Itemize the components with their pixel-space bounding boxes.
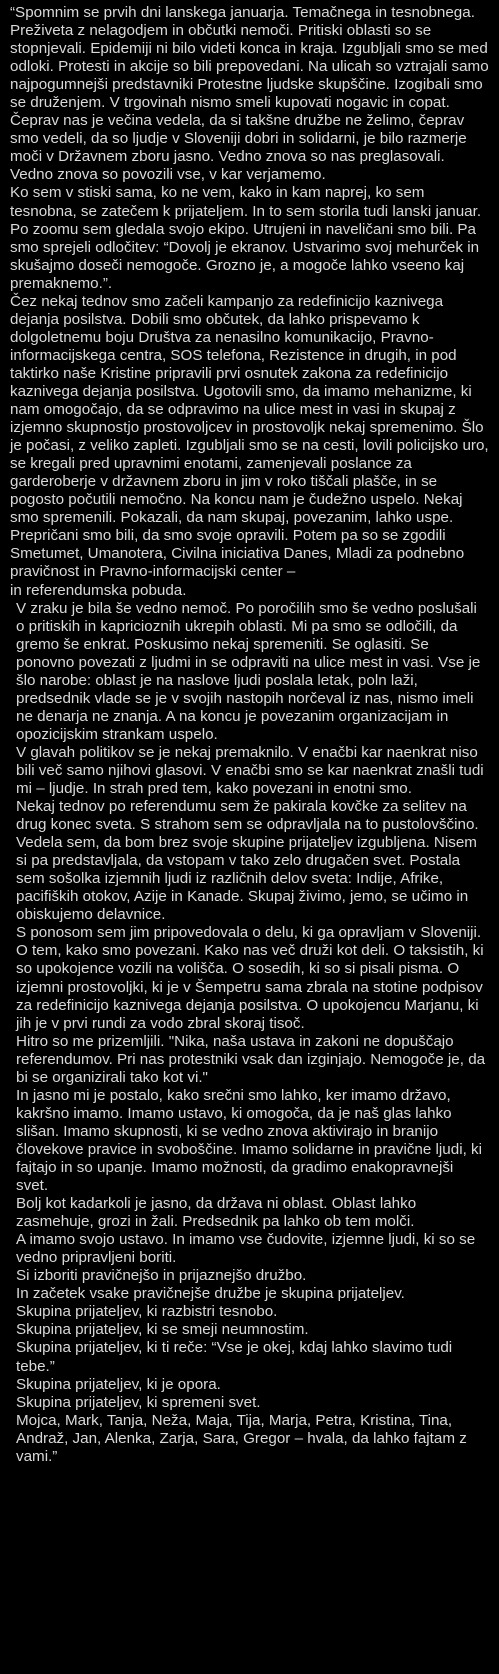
paragraph: in referendumska pobuda. <box>10 581 187 599</box>
paragraph: V glavah politikov se je nekaj premaknilo. V enačbi kar naenkrat niso bili več samo njihovi glasovi. V enačbi smo se kar naenkrat znašli tudi mi – ljudje. In strah pred tem, kako povezani in enotni smo. <box>16 743 484 798</box>
paragraph: Skupina prijateljev, ki spremeni svet. <box>16 1393 261 1411</box>
paragraph: S ponosom sem jim pripovedovala o delu, ki ga opravljam v Sloveniji. O tem, kako smo povezani. Kako nas več druži kot deli. O taksistih, ki so upokojence vozili na volišča. O sosedih, ki so si pisali pisma. O izjemni prostovoljki, ki je v Šempetru sama zbrala na stotine podpisov za redefinicijo kaznivega dejanja posilstva. O upokojencu Marjanu, ki jih je v prvi rundi za vodo zbral skoraj tisoč. <box>16 924 484 1032</box>
paragraph: V zraku je bila še vedno nemoč. Po poročilih smo še vedno poslušali o pritiskih in kapricioznih ukrepih oblasti. Mi pa smo se odločili, da gremo še enkrat. Poskusimo nekaj spremeniti. Se oglasiti. Se ponovno povezati z ljudmi in se odpraviti na ulice mest in vasi. Vse je šlo narobe: oblast je na naslove ljudi poslala letak, poln laži, predsednik vlade se je v svojih nastopih norčeval iz nas, nismo imeli ne denarja ne znanja. A na koncu je povezanim organizacijam in opozicijskim strankam uspelo. <box>16 599 481 743</box>
paragraph: Bolj kot kadarkoli je jasno, da država ni oblast. Oblast lahko zasmehuje, grozi in žali. Predsednik pa lahko ob tem molči. <box>16 1195 417 1231</box>
paragraph: Skupina prijateljev, ki ti reče: “Vse je okej, kdaj lahko slavimo tudi tebe.” <box>16 1339 453 1375</box>
paragraph: In začetek vsake pravičnejše družbe je skupina prijateljev. <box>16 1285 405 1303</box>
paragraph: Skupina prijateljev, ki razbistri tesnobo. <box>16 1303 278 1321</box>
paragraph: “Spomnim se prvih dni lanskega januarja. Temačnega in tesnobnega. Preživeta z nelagodjem in občutki nemoči. Pritiski oblasti so se stopnjevali. Epidemiji ni bilo videti konca in kraja. Izgubljali smo se med odloki. Protesti in akcije so bili prepovedani. Na ulicah so vztrajali samo najpogumnejši predstavniki Protestne ljudske skupščine. Izogibali smo se druženjem. V trgovinah nismo smeli kupovati nogavic in copat. Čeprav nas je večina vedela, da si takšne družbe ne želimo, čeprav smo vedeli, da so ljudje v Sloveniji dobri in solidarni, je bilo razmerje moči v Državnem zboru jasno. Vedno znova so nas preglasovali. Vedno znova so povozili vse, v kar verjamemo. <box>10 4 489 184</box>
paragraph: Ko sem v stiski sama, ko ne vem, kako in kam naprej, ko sem tesnobna, se zatečem k prijateljem. In to sem storila tudi lanski januar. <box>10 184 482 220</box>
paragraph: Skupina prijateljev, ki se smeji neumnostim. <box>16 1321 309 1339</box>
text-section-second <box>10 600 489 1466</box>
paragraph: In jasno mi je postalo, kako srečni smo lahko, ker imamo državo, kakršno imamo. Imamo ustavo, ki omogoča, da je naš glas lahko slišan. Imamo skupnosti, ki se vedno znova aktivirajo in branijo človekove pravice in svoboščine. Imamo solidarne in pravične ljudi, ki fajtajo in so upanje. Imamo možnosti, da gradimo enakopravnejši svet. <box>16 1086 482 1195</box>
paragraph: Prepričani smo bili, da smo svoje opravili. Potem pa so se zgodili Smetumet, Umanotera, Civilna iniciativa Danes, Mladi za podnebno pravičnost in Pravno-informacijski center – <box>10 527 465 581</box>
paragraph: Hitro so me prizemljili. "Nika, naša ustava in zakoni ne dopuščajo referendumov. Pri nas protestniki vsak dan izginjajo. Nemogoče je, da bi se organizirali tako kot vi." <box>16 1032 486 1086</box>
paragraph: Skupina prijateljev, ki je opora. <box>16 1375 221 1393</box>
paragraph: Mojca, Mark, Tanja, Neža, Maja, Tija, Marja, Petra, Kristina, Tina, Andraž, Jan, Alenka, Zarja, Sara, Gregor – hvala, da lahko fajtam z vami.” <box>16 1411 467 1465</box>
paragraph: Nekaj tednov po referendumu sem že pakirala kovčke za selitev na drug konec sveta. S strahom sem se odpravljala na to pustolovščino. Vedela sem, da bom brez svoje skupine prijateljev izgubljena. Nisem si pa predstavljala, da vstopam v tako zelo drugačen svet. Postala sem sošolka izjemnih ljudi iz različnih delov sveta: Indije, Afrike, pacifiških otokov, Azije in Kanade. Skupaj živimo, jemo, se učimo in obiskujemo delavnice. <box>16 798 479 924</box>
paragraph: Si izboriti pravičnejšo in prijaznejšo družbo. <box>16 1267 307 1285</box>
paragraph: Po zoomu sem gledala svojo ekipo. Utrujeni in naveličani smo bili. Pa smo sprejeli odločitev: “Dovolj je ekranov. Ustvarimo svoj mehurček in skušajmo doseči nemogoče. Grozno je, a mogoče lahko vseeno kaj premaknemo.”. <box>10 220 480 292</box>
paragraph: Čez nekaj tednov smo začeli kampanjo za redefinicijo kaznivega dejanja posilstva. Dobili smo občutek, da lahko prispevamo k dolgoletnemu boju Društva za nenasilno komunikacijo, Pravno-informacijskega centra, SOS telefona, Rezistence in drugih, in pod taktirko naše Kristine pripravili prvi osnutek zakona za redefinicijo kaznivega dejanja posilstva. Ugotovili smo, da imamo mehanizme, ki nam omogočajo, da se odpravimo na ulice mest in vasi in skupaj z izjemno skupnostjo prostovoljcev in prostovoljk nekaj spremenimo. Šlo je počasi, z veliko zapleti. Izgubljali smo se na cesti, lovili policijsko uro, se kregali pred upravnimi enotami, zamenjevali poslance za garderoberje v državnem zboru in jim v roko tiščali plašče, in se pogosto počutili nemočno. Na koncu nam je čudežno uspelo. Nekaj smo spremenili. Pokazali, da nam skupaj, povezanim, lahko uspe. <box>10 292 489 527</box>
text-section-first <box>10 4 489 600</box>
paragraph: A imamo svojo ustavo. In imamo vse čudovite, izjemne ljudi, ki so se vedno pripravljeni boriti. <box>16 1231 476 1267</box>
